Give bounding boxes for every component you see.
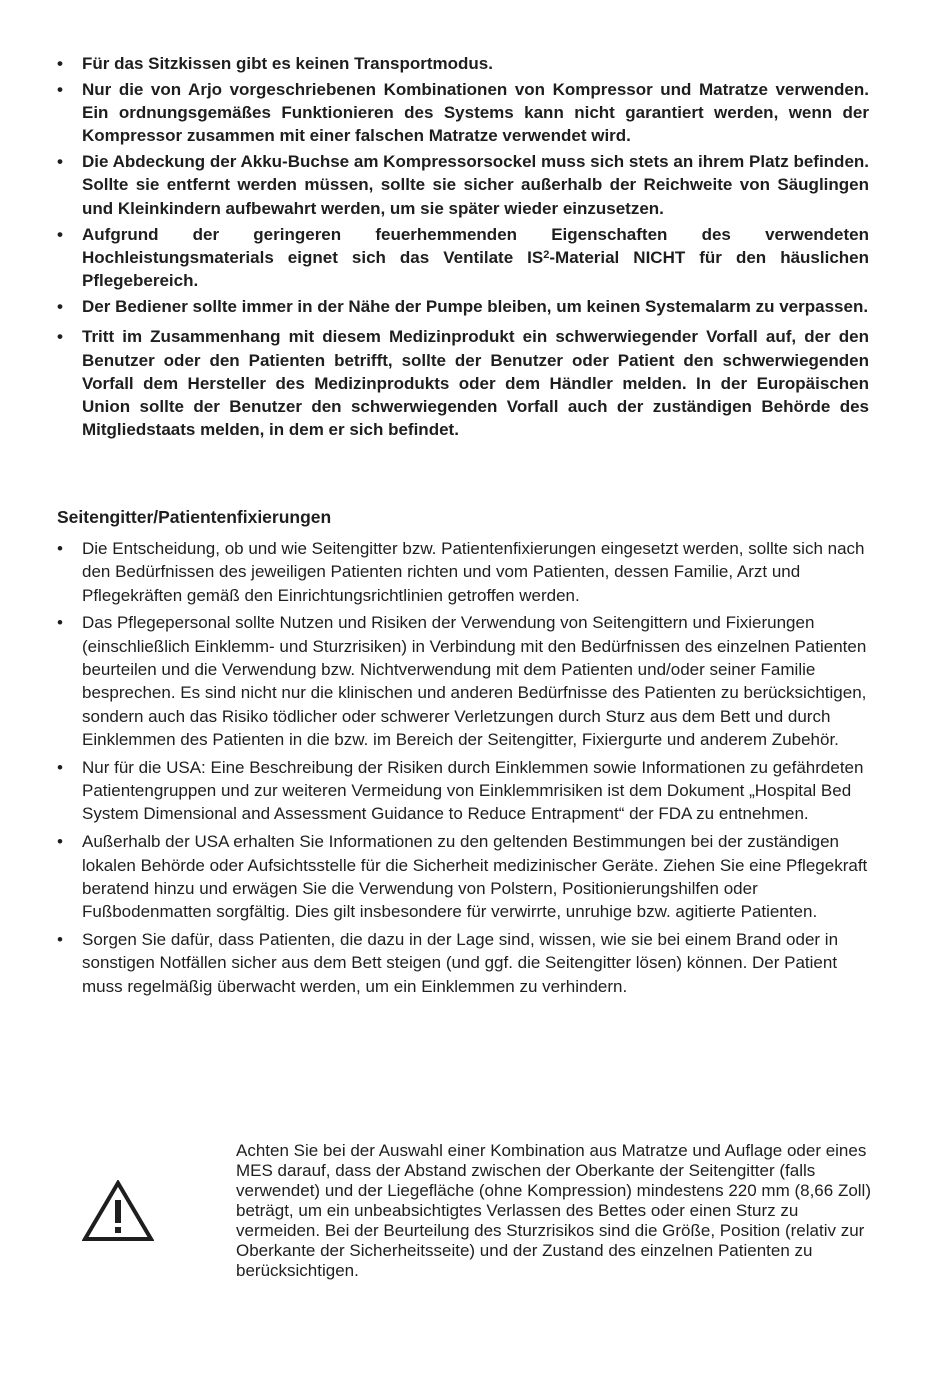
rails-item xyxy=(57,830,869,923)
superscript-two: 2 xyxy=(543,248,550,261)
rails-item xyxy=(57,928,869,998)
warning-item xyxy=(57,150,869,220)
bullet: • xyxy=(57,54,63,73)
bullet: • xyxy=(57,152,63,172)
side-rails-list xyxy=(57,537,869,1003)
warning-item xyxy=(57,78,869,148)
bullet: • xyxy=(57,327,63,347)
rails-item xyxy=(57,756,869,826)
rails-item xyxy=(57,537,869,607)
rails-text: Das Pflegepersonal sollte Nutzen und Risiken der Verwendung von Seitengittern und Fixierungen (einschließlich Einklemm- und Sturzrisiken) in Verbindung mit den Bedürfnissen des einzelnen Patienten beurteilen und die Verwendung bzw. Nichtverwendung mit dem Patienten und/oder seiner Familie besprechen. Es sind nicht nur die klinischen und anderen Bedürfnisse des Patienten zu berücksichtigen, sondern auch das Risiko tödlicher oder schwerer Verletzungen durch Sturz aus dem Bett und durch Einklemmen des Patienten in die bzw. im Bereich der Seitengitter, Fixiergurte und anderem Zubehör. xyxy=(82,613,867,749)
warning-text: Die Abdeckung der Akku-Buchse am Kompressorsockel muss sich stets an ihrem Platz befinden. Sollte sie entfernt werden müssen, sollte sie sicher außerhalb der Reichweite von Säuglingen und Kleinkindern aufbewahrt werden, um sie später wieder einzusetzen. xyxy=(82,152,869,218)
warning-text-after: -Material NICHT für den häuslichen Pflegebereich. xyxy=(82,247,869,291)
section-heading: Seitengitter/Patientenfixierungen xyxy=(57,507,332,527)
bullet: • xyxy=(57,224,63,244)
bullet: • xyxy=(57,930,63,950)
warning-item xyxy=(57,52,869,75)
warning-item xyxy=(57,295,869,318)
warnings-list xyxy=(57,52,869,444)
bullet: • xyxy=(57,296,63,316)
caution-text: Achten Sie bei der Auswahl einer Kombination aus Matratze und Auflage oder eines MES darauf, dass der Abstand zwischen der Oberkante der Seitengitter (falls verwendet) und der Liegefläche (ohne Kompression) mindestens 220 mm (8,66 Zoll) beträgt, um ein unbeabsichtigtes Verlassen des Bettes oder einen Sturz zu vermeiden. Bei der Beurteilung des Sturzrisikos sind die Größe, Position (relativ zur Oberkante der Sicherheitsseite) und der Zustand des einzelnen Patienten zu berücksichtigen. xyxy=(236,1141,871,1280)
rails-item xyxy=(57,611,869,751)
rails-text: Die Entscheidung, ob und wie Seitengitter bzw. Patientenfixierungen eingesetzt werden, sollte sich nach den Bedürfnissen des jeweiligen Patienten richten und vom Patienten, dessen Familie, Arzt und Pflegekräften gemäß den Einrichtungsrichtlinien getroffen werden. xyxy=(82,539,865,605)
warning-text: Der Bediener sollte immer in der Nähe der Pumpe bleiben, um keinen Systemalarm zu verpassen. xyxy=(82,296,869,316)
bullet: • xyxy=(57,539,63,558)
bullet: • xyxy=(57,79,63,99)
bullet: • xyxy=(57,832,63,852)
warning-text-before: Aufgrund der geringeren feuerhemmenden Eigenschaften des verwendeten Hochleistungsmaterials eignet sich das Ventilate IS xyxy=(82,224,869,267)
bullet: • xyxy=(57,757,63,777)
warning-text: Tritt im Zusammenhang mit diesem Medizinprodukt ein schwerwiegender Vorfall auf, der den Benutzer oder den Patienten betrifft, sollte der Benutzer oder Patient den schwerwiegenden Vorfall dem Hersteller des Medizinprodukts oder dem Händler melden. In der Europäischen Union sollte der Benutzer den schwerwiegenden Vorfall auch der zuständigen Behörde des Mitgliedstaats melden, in dem er sich befindet. xyxy=(82,327,869,440)
rails-text: Nur für die USA: Eine Beschreibung der Risiken durch Einklemmen sowie Informationen zu gefährdeten Patientengruppen und zur weiteren Vermeidung von Einklemmrisiken ist dem Dokument „Hospital Bed System Dimensional and Assessment Guidance to Reduce Entrapment“ der FDA zu entnehmen. xyxy=(82,757,864,824)
bullet: • xyxy=(57,613,63,633)
warning-item xyxy=(57,325,869,441)
warning-triangle-icon xyxy=(82,1180,154,1242)
warning-text: Für das Sitzkissen gibt es keinen Transportmodus. xyxy=(82,54,493,73)
rails-text: Sorgen Sie dafür, dass Patienten, die dazu in der Lage sind, wissen, wie sie bei einem Brand oder in sonstigen Notfällen sicher aus dem Bett steigen (und ggf. die Seitengitter lösen) können. Der Patient muss regelmäßig überwacht werden, um ein Einklemmen zu verhindern. xyxy=(82,930,839,996)
warning-text: Nur die von Arjo vorgeschriebenen Kombinationen von Kompressor und Matratze verwenden. Ein ordnungsgemäßes Funktionieren des Systems kann nicht garantiert werden, wenn der Kompressor zusammen mit einer falschen Matratze verwendet wird. xyxy=(82,79,869,146)
rails-text: Außerhalb der USA erhalten Sie Informationen zu den geltenden Bestimmungen bei der zuständigen lokalen Behörde oder Aufsichtsstelle für die Sicherheit medizinischer Geräte. Ziehen Sie eine Pflegekraft beratend hinzu und erwägen Sie die Verwendung von Polstern, Positionierungshilfen oder Fußbodenmatten sorgfältig. Dies gilt insbesondere für verwirrte, unruhige bzw. agitierte Patienten. xyxy=(82,832,868,922)
warning-item xyxy=(57,223,869,293)
